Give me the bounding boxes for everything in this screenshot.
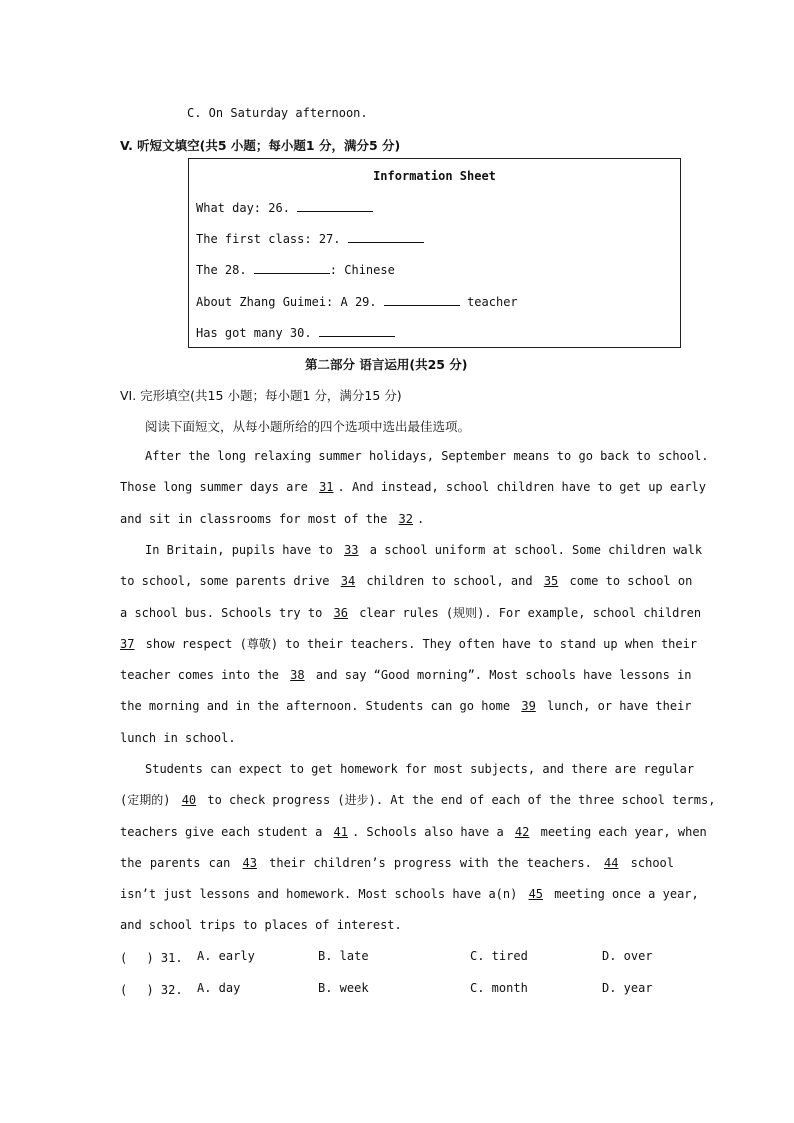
question-32-option-a[interactable]: A. day: [197, 981, 241, 995]
answer-blank-27[interactable]: [348, 231, 424, 243]
passage-line: the parents can 43 their children’s progress with the teachers. 44 school: [120, 848, 674, 879]
blank-34[interactable]: 34: [340, 574, 356, 589]
sheet-row-30: Has got many 30.: [196, 325, 395, 340]
passage-line: a school bus. Schools try to 36 clear rules (规则). For example, school children: [120, 598, 674, 629]
blank-33[interactable]: 33: [344, 543, 359, 557]
answer-blank-29[interactable]: [384, 294, 460, 306]
blank-41[interactable]: 41: [333, 824, 348, 839]
passage-paragraph-3: [120, 754, 716, 942]
answer-blank-30[interactable]: [319, 325, 395, 337]
passage-line: (定期的) 40 to check progress (进步). At the end of each of the three school terms,: [120, 785, 674, 816]
passage-line: to school, some parents drive 34 children to school, and 35 come to school on: [120, 566, 674, 597]
passage-line: Those long summer days are 31 . And instead, school children have to get up early: [120, 472, 674, 503]
passage-line: In Britain, pupils have to 33 a school uniform at school. Some children walk: [120, 535, 674, 566]
passage-line: isn’t just lessons and homework. Most schools have a(n) 45 meeting once a year,: [120, 879, 674, 910]
section6-heading: VI. 完形填空(共15 小题；每小题1 分，满分15 分): [120, 388, 402, 403]
passage-paragraph-1: [120, 441, 709, 535]
blank-39[interactable]: 39: [521, 699, 536, 714]
question-31-option-d[interactable]: D. over: [602, 949, 653, 963]
blank-31[interactable]: 31: [319, 480, 334, 495]
section6-instruction: 阅读下面短文，从每小题所给的四个选项中选出最佳选项。: [145, 419, 471, 434]
answer-blank-26[interactable]: [297, 200, 373, 212]
blank-38[interactable]: 38: [290, 668, 305, 683]
passage-paragraph-2: [120, 535, 703, 754]
blank-42[interactable]: 42: [514, 824, 530, 839]
question-31-option-b[interactable]: B. late: [318, 949, 369, 963]
blank-32[interactable]: 32: [398, 511, 413, 526]
information-sheet: [188, 158, 681, 348]
question-32-number: ( ) 32.: [120, 983, 183, 997]
question-31-option-c[interactable]: C. tired: [470, 949, 528, 963]
sheet-row-27: The first class: 27.: [196, 231, 424, 246]
sheet-title: Information Sheet: [373, 169, 496, 183]
passage-line: teachers give each student a 41 . Schools also have a 42 meeting each year, when: [120, 817, 674, 848]
blank-36[interactable]: 36: [333, 605, 348, 620]
passage-line: the morning and in the afternoon. Students can go home 39 lunch, or have their: [120, 691, 674, 722]
blank-37[interactable]: 37: [120, 636, 135, 651]
question-31-option-a[interactable]: A. early: [197, 949, 255, 963]
sheet-row-26: What day: 26.: [196, 200, 373, 215]
blank-40[interactable]: 40: [181, 793, 197, 808]
blank-44[interactable]: 44: [604, 855, 619, 870]
passage-line: Students can expect to get homework for most subjects, and there are regular: [145, 762, 695, 776]
passage-line: teacher comes into the 38 and say “Good morning”. Most schools have lessons in: [120, 660, 674, 691]
section5-heading: V. 听短文填空(共5 小题；每小题1 分，满分5 分): [120, 138, 401, 153]
passage-line: After the long relaxing summer holidays, September means to go back to school.: [145, 449, 709, 463]
answer-blank-28[interactable]: [254, 262, 330, 274]
prior-option-c: C. On Saturday afternoon.: [187, 106, 368, 120]
blank-45[interactable]: 45: [528, 887, 544, 902]
part2-heading: 第二部分 语言运用(共25 分): [305, 357, 468, 372]
question-32-option-b[interactable]: B. week: [318, 981, 369, 995]
sheet-row-28: The 28. : Chinese: [196, 263, 395, 277]
passage-line: lunch in school.: [120, 730, 236, 745]
question-32-option-d[interactable]: D. year: [602, 981, 653, 995]
question-32-option-c[interactable]: C. month: [470, 981, 528, 995]
passage-line: 37 show respect (尊敬) to their teachers. They often have to stand up when their: [120, 629, 674, 660]
passage-line: and sit in classrooms for most of the 32 .: [120, 504, 674, 535]
blank-43[interactable]: 43: [242, 855, 257, 870]
blank-35[interactable]: 35: [543, 574, 559, 589]
passage-line: and school trips to places of interest.: [120, 918, 402, 933]
sheet-row-29: About Zhang Guimei: A 29. teacher: [196, 295, 518, 309]
question-31-number: ( ) 31.: [120, 951, 183, 965]
